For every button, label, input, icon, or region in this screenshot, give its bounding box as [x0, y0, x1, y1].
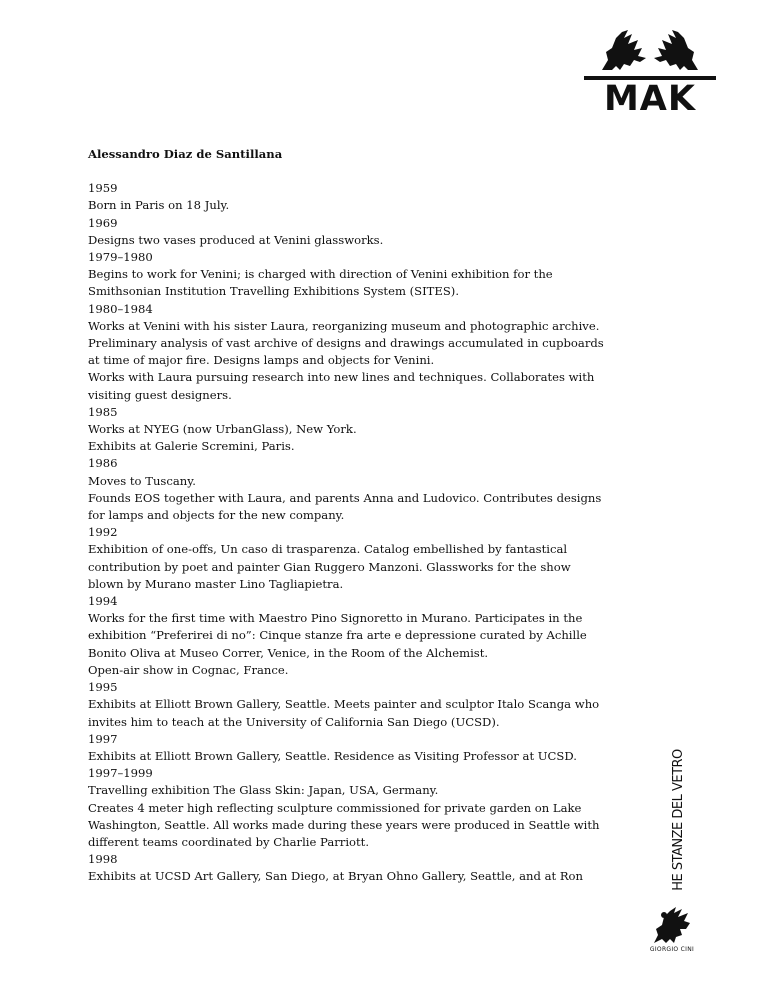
chronology-line: contribution by poet and painter Gian Ruggero Manzoni. Glassworks for the show: [88, 559, 571, 574]
mak-logo: [584, 30, 716, 118]
chronology-line: different teams coordinated by Charlie Parriott.: [88, 834, 370, 849]
chronology-line: Open-air show in Cognac, France.: [88, 662, 289, 677]
chronology-line: 1998: [88, 852, 118, 867]
chronology-line: 1979–1980: [88, 250, 153, 265]
chronology-line: invites him to teach at the University of California San Diego (UCSD).: [88, 714, 500, 729]
chronology-list: [88, 180, 608, 885]
chronology-line: Founds EOS together with Laura, and parents Anna and Ludovico. Contributes designs: [88, 490, 602, 505]
chronology-line: Works at Venini with his sister Laura, reorganizing museum and photographic archive.: [88, 318, 600, 333]
chronology-line: Exhibits at Elliott Brown Gallery, Seattle. Residence as Visiting Professor at UCSD.: [88, 748, 577, 763]
chronology-line: 1997: [88, 731, 118, 746]
chronology-line: 1995: [88, 680, 118, 695]
chronology-line: Begins to work for Venini; is charged with direction of Venini exhibition for the: [88, 267, 553, 282]
logo-wordmark: MAK: [603, 79, 697, 119]
chronology-line: Exhibition of one-offs, Un caso di trasparenza. Catalog embellished by fantastical: [88, 542, 568, 557]
chronology-line: visiting guest designers.: [88, 387, 232, 402]
chronology-line: Creates 4 meter high reflecting sculpture commissioned for private garden on Lake: [88, 800, 582, 815]
document-title: Alessandro Diaz de Santillana: [88, 147, 283, 161]
chronology-line: Smithsonian Institution Travelling Exhibitions System (SITES).: [88, 284, 460, 299]
winged-lion-icon: [650, 905, 694, 945]
chronology-line: 1980–1984: [88, 301, 153, 316]
document-body: [88, 146, 608, 886]
chronology-line: 1985: [88, 404, 118, 419]
chronology-line: for lamps and objects for the new company.: [88, 508, 345, 523]
chronology-line: Works at NYEG (now UrbanGlass), New York.: [88, 422, 357, 437]
chronology-line: Moves to Tuscany.: [88, 473, 196, 488]
chronology-line: 1986: [88, 456, 118, 471]
le-stanze-del-vetro-logo: [643, 740, 715, 900]
chronology-line: Bonito Oliva at Museo Correr, Venice, in the Room of the Alchemist.: [88, 645, 489, 660]
chronology-line: 1992: [88, 525, 118, 540]
griffins-icon: [598, 30, 702, 72]
chronology-line: Preliminary analysis of vast archive of designs and drawings accumulated in cupboards: [88, 336, 604, 351]
chronology-line: Exhibits at Elliott Brown Gallery, Seattle. Meets painter and sculptor Italo Scanga who: [88, 697, 600, 712]
chronology-line: Exhibits at UCSD Art Gallery, San Diego, at Bryan Ohno Gallery, Seattle, and at Ron: [88, 869, 583, 884]
chronology-line: exhibition “Preferirei di no”: Cinque stanze fra arte e depressione curated by Achille: [88, 628, 587, 643]
chronology-line: Washington, Seattle. All works made during these years were produced in Seattle with: [88, 817, 600, 832]
chronology-line: Works with Laura pursuing research into new lines and techniques. Collaborates with: [88, 370, 595, 385]
chronology-line: Born in Paris on 18 July.: [88, 198, 230, 213]
chronology-line: 1994: [88, 594, 118, 609]
chronology-line: Exhibits at Galerie Scremini, Paris.: [88, 439, 295, 454]
chronology-line: Designs two vases produced at Venini glassworks.: [88, 232, 384, 247]
chronology-line: 1959: [88, 181, 118, 196]
chronology-line: 1969: [88, 215, 118, 230]
foundation-name: GIORGIO CINI: [649, 946, 695, 953]
chronology-line: Travelling exhibition The Glass Skin: Japan, USA, Germany.: [88, 783, 439, 798]
chronology-line: 1997–1999: [88, 766, 153, 781]
vertical-brand-text: HE STANZE DEL VETRO: [671, 749, 686, 891]
foundation-logo: [644, 905, 700, 963]
chronology-line: Works for the first time with Maestro Pino Signoretto in Murano. Participates in the: [88, 611, 583, 626]
chronology-line: at time of major fire. Designs lamps and objects for Venini.: [88, 353, 435, 368]
chronology-line: blown by Murano master Lino Tagliapietra.: [88, 576, 344, 591]
